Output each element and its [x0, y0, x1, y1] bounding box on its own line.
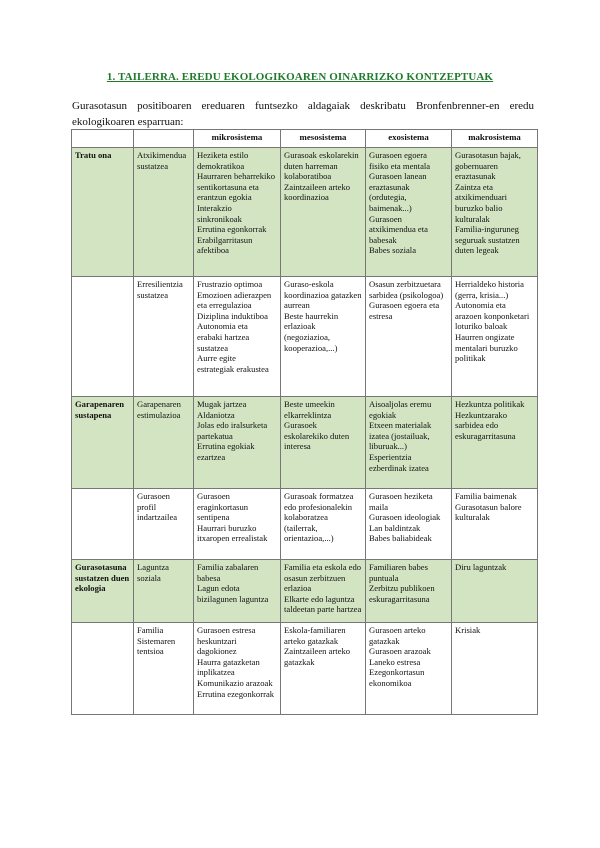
cell-line: Jolas edo iralsurketa [197, 420, 268, 431]
cell-line: Osasun zerbitzuetara [369, 279, 441, 289]
cell-line: ezartzea [197, 451, 226, 462]
cell-line: estimulazioa [137, 409, 181, 420]
cell-line: Lagun edota [197, 583, 240, 594]
sub-cell [134, 148, 194, 277]
cell-line: taldeetan parte hartzea [284, 604, 362, 615]
cell-line: Errutina egonkorrak [197, 224, 267, 235]
macro-cell [452, 623, 538, 715]
sub-cell [134, 489, 194, 560]
sub-cell [134, 623, 194, 715]
macro-cell [452, 489, 538, 560]
category-cell: Garapenaren sustapena [72, 397, 134, 489]
cell-line: bizilagunen laguntza [197, 593, 269, 604]
cell-line: atxikimendua eta [369, 224, 428, 235]
cell-line: Aisoaljolas eremu [369, 399, 432, 409]
cell-line: erantzun egokia [197, 192, 252, 203]
cell-line: babesak [369, 234, 397, 245]
meso-cell [281, 277, 366, 397]
cell-line: Haurra gatazketan [197, 656, 260, 667]
cell-line: (tailerrak, [284, 522, 318, 533]
cell-line: demokratikoa [197, 160, 245, 171]
cell-line: kolaboratzea [284, 512, 328, 523]
cell-line: Beste haurrekin [284, 310, 339, 321]
cell-line: profil [137, 501, 157, 512]
cell-line: Autonomia eta [455, 300, 506, 311]
header-makrosistema: makrosistema [452, 130, 538, 148]
intro-paragraph: Gurasotasun positiboaren ereduaren funtsezko aldagaiak deskribatu Bronfenbrenner-en eredu ekologikoaren esparruan: [72, 100, 534, 128]
cell-line: gatazkak [284, 656, 315, 667]
cell-line: Gurasotasun bajak, [455, 150, 521, 160]
cell-line: Gurasoen egoera eta [369, 300, 440, 311]
category-cell: Tratu ona [72, 148, 134, 277]
cell-line: (ordutegia, [369, 192, 407, 203]
cell-line: inplikatzea [197, 667, 235, 678]
cell-line: Atxikimendua [137, 150, 187, 160]
cell-line: tentsioa [137, 646, 164, 657]
cell-line: erlazioa [284, 583, 312, 594]
cell-line: sentikortasuna eta [197, 181, 259, 192]
micro-cell [194, 560, 281, 623]
cell-line: soziala [137, 572, 161, 583]
cell-line: sustatzea [137, 160, 169, 171]
header-exosistema: exosistema [366, 130, 452, 148]
cell-line: Gurasoek [284, 420, 317, 431]
cell-line: sarbidea edo [455, 420, 499, 431]
cell-line: Ezegonkortasun [369, 667, 425, 678]
cell-line: estrategiak erakustea [197, 363, 269, 374]
cell-line: Gurasoen ideologiak [369, 512, 441, 523]
cell-line: sustatzea [197, 342, 229, 353]
sub-cell [134, 277, 194, 397]
cell-line: Gurasoen arteko [369, 625, 426, 635]
cell-line: kulturalak [455, 213, 490, 224]
cell-line: Autonomia eta [197, 321, 248, 332]
macro-cell [452, 560, 538, 623]
cell-line: koordinazioa [284, 192, 329, 203]
cell-line: Guraso-eskola [284, 279, 334, 289]
cell-line: Familia zabalaren [197, 562, 259, 572]
cell-line: politikak [455, 353, 486, 364]
cell-line: Interakzio [197, 202, 232, 213]
cell-line: Sistemaren [137, 635, 176, 646]
category-cell: Gurasotasuna sustatzen duen ekologia [72, 560, 134, 623]
table-row [72, 489, 538, 560]
cell-line: seguruak sustatzen [455, 234, 520, 245]
cell-line: Zaintzaileen arteko [284, 181, 351, 192]
cell-line: Familia baimenak [455, 491, 517, 501]
micro-cell [194, 397, 281, 489]
cell-line: eraztasunak [369, 181, 410, 192]
cell-line: afektiboa [197, 245, 229, 256]
table-row [72, 148, 538, 277]
cell-line: Beste umeekin [284, 399, 335, 409]
cell-line: Elkarte edo laguntza [284, 593, 355, 604]
cell-line: Mugak jartzea [197, 399, 247, 409]
cell-line: egokiak [369, 409, 397, 420]
cell-line: sarbidea (psikologoa) [369, 289, 444, 300]
cell-line: aurrean [284, 300, 310, 311]
cell-line: Aldaniotza [197, 409, 235, 420]
exo-cell [366, 397, 452, 489]
exo-cell [366, 489, 452, 560]
cell-line: Aurre egite [197, 353, 236, 364]
cell-line: Zaintza eta [455, 181, 493, 192]
cell-line: Emozioen adierazpen [197, 289, 272, 300]
cell-line: Gurasoen heziketa [369, 491, 433, 501]
cell-line: orientazioa,...) [284, 533, 334, 544]
cell-line: Gurasoak formatzea [284, 491, 354, 501]
cell-line: Errutina ezegonkorrak [197, 688, 275, 699]
exo-cell [366, 560, 452, 623]
ecological-model-table [71, 129, 538, 715]
cell-line: (gerra, krisia...) [455, 289, 509, 300]
header-mikrosistema: mikrosistema [194, 130, 281, 148]
cell-line: ekonomikoa [369, 677, 412, 688]
meso-cell [281, 148, 366, 277]
cell-line: eta erregulazioa [197, 300, 252, 311]
cell-line: izatea (jostailuak, [369, 430, 430, 441]
micro-cell [194, 277, 281, 397]
cell-line: maila [369, 501, 389, 512]
cell-line: Zerbitzu publikoen [369, 583, 435, 594]
cell-line: itxaropen errealistak [197, 533, 268, 544]
cell-line: Gurasoak eskolarekin [284, 150, 359, 160]
cell-line: puntuala [369, 572, 399, 583]
cell-line: erlazioak [284, 321, 316, 332]
header-cell [134, 130, 194, 148]
cell-line: sustatzea [137, 289, 169, 300]
exo-cell [366, 277, 452, 397]
cell-line: arazoen konponketari [455, 310, 530, 321]
table-row [72, 623, 538, 715]
cell-line: edo profesionalekin [284, 501, 353, 512]
micro-cell [194, 148, 281, 277]
meso-cell [281, 489, 366, 560]
cell-line: Haurraren beharrekiko [197, 171, 276, 182]
cell-line: eraginkortasun [197, 501, 249, 512]
cell-line: kulturalak [455, 512, 490, 523]
micro-cell [194, 623, 281, 715]
cell-line: Haurren ongizate [455, 331, 515, 342]
cell-line: Hezkuntza politikak [455, 399, 525, 409]
category-cell [72, 277, 134, 397]
cell-line: Krisiak [455, 625, 481, 635]
cell-line: interesa [284, 441, 311, 452]
cell-line: loturiko baloak [455, 321, 508, 332]
cell-line: Laneko estresa [369, 656, 421, 667]
cell-line: Garapenaren [137, 399, 181, 409]
meso-cell [281, 560, 366, 623]
header-mesosistema: mesosistema [281, 130, 366, 148]
cell-line: Komunikazio arazoak [197, 677, 273, 688]
meso-cell [281, 397, 366, 489]
cell-line: duten harreman [284, 160, 338, 171]
cell-line: Gurasoen arazoak [369, 646, 431, 657]
cell-line: elkarreklintza [284, 409, 332, 420]
cell-line: eskuragarritasuna [455, 430, 516, 441]
table-row [72, 560, 538, 623]
cell-line: dagokionez [197, 646, 237, 657]
cell-line: buruzko balio [455, 202, 503, 213]
cell-line: erabaki hartzea [197, 331, 250, 342]
cell-line: arteko gatazkak [284, 635, 339, 646]
cell-line: liburuak...) [369, 441, 407, 452]
cell-line: eskolarekiko duten [284, 430, 350, 441]
cell-line: Erresilientzia [137, 279, 183, 289]
cell-line: Laguntza [137, 562, 169, 572]
cell-line: Gurasoen egoera [369, 150, 427, 160]
cell-line: mentalari buruzko [455, 342, 518, 353]
cell-line: Herrialdeko historia [455, 279, 524, 289]
cell-line: Hezkuntzarako [455, 409, 508, 420]
cell-line: Lan baldintzak [369, 522, 421, 533]
micro-cell [194, 489, 281, 560]
cell-line: atxikimenduari [455, 192, 508, 203]
cell-line: Esperientzia [369, 451, 412, 462]
cell-line: Familia-inguruneg [455, 224, 519, 235]
cell-line: eraztasunak [455, 171, 496, 182]
cell-line: Heziketa estilo [197, 150, 249, 160]
cell-line: Diru laguntzak [455, 562, 507, 572]
exo-cell [366, 148, 452, 277]
cell-line: (negoziazioa, [284, 331, 331, 342]
macro-cell [452, 397, 538, 489]
cell-line: Babes soziala [369, 245, 417, 256]
cell-line: kooperazioa,...) [284, 342, 338, 353]
cell-line: ezberdinak izatea [369, 462, 429, 473]
cell-line: Diziplina induktiboa [197, 310, 268, 321]
category-cell [72, 489, 134, 560]
cell-line: gatazkak [369, 635, 400, 646]
cell-line: Familia [137, 625, 164, 635]
cell-line: baimenak...) [369, 202, 412, 213]
cell-line: gobernuaren [455, 160, 498, 171]
cell-line: fisiko eta mentala [369, 160, 431, 171]
cell-line: kolaboratiboa [284, 171, 332, 182]
cell-line: Babes baliabideak [369, 533, 432, 544]
macro-cell [452, 148, 538, 277]
cell-line: koordinazioa gatazken [284, 289, 362, 300]
meso-cell [281, 623, 366, 715]
table-row [72, 397, 538, 489]
cell-line: Haurrari buruzko [197, 522, 257, 533]
cell-line: osasun zerbitzuen [284, 572, 346, 583]
cell-line: Etxeen materialak [369, 420, 432, 431]
cell-line: Gurasotasun balore [455, 501, 522, 512]
cell-line: Eskola-familiaren [284, 625, 346, 635]
cell-line: Zaintzaileen arteko [284, 646, 351, 657]
macro-cell [452, 277, 538, 397]
category-cell [72, 623, 134, 715]
exo-cell [366, 623, 452, 715]
cell-line: indartzailea [137, 512, 178, 523]
cell-line: estresa [369, 310, 393, 321]
cell-line: Familia eta eskola edo [284, 562, 362, 572]
cell-line: Gurasoen lanean [369, 171, 427, 182]
header-row [72, 130, 538, 148]
cell-line: Gurasoen [137, 491, 170, 501]
cell-line: Gurasoen [369, 213, 402, 224]
cell-line: Errutina egokiak [197, 441, 255, 452]
cell-line: duten legeak [455, 245, 499, 256]
page-title: 1. TAILERRA. EREDU EKOLOGIKOAREN OINARRIZKO KONTZEPTUAK [106, 71, 494, 83]
cell-line: Familiaren babes [369, 562, 428, 572]
cell-line: partekatua [197, 430, 233, 441]
cell-line: Gurasoen estresa [197, 625, 256, 635]
cell-line: babesa [197, 572, 221, 583]
cell-line: heskuntzari [197, 635, 237, 646]
cell-line: Frustrazio optimoa [197, 279, 263, 289]
header-cell [72, 130, 134, 148]
table-row [72, 277, 538, 397]
sub-cell [134, 397, 194, 489]
cell-line: sentipena [197, 512, 230, 523]
cell-line: Gurasoen [197, 491, 230, 501]
cell-line: sinkronikoak [197, 213, 242, 224]
cell-line: Erabilgarritasun [197, 234, 253, 245]
sub-cell [134, 560, 194, 623]
cell-line: eskuragarritasuna [369, 593, 430, 604]
